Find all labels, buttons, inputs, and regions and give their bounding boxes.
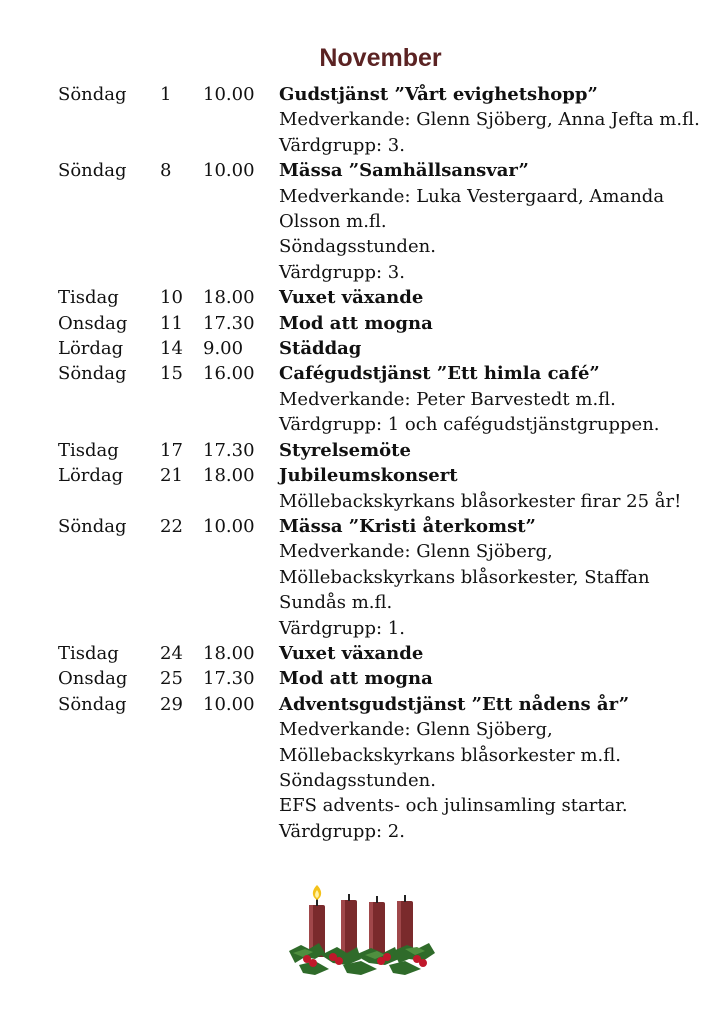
event-time: 17.30 <box>203 668 255 690</box>
event-description <box>279 666 708 691</box>
event-day: Onsdag <box>58 312 128 334</box>
event-day: Söndag <box>58 363 127 385</box>
event-day: Onsdag <box>58 668 128 690</box>
event-row <box>58 514 708 641</box>
advent-candles-icon <box>285 885 437 977</box>
event-detail: Möllebackskyrkans blåsorkester m.fl. <box>279 744 621 766</box>
event-time: 10.00 <box>203 693 255 715</box>
event-detail: Medverkande: Peter Barvestedt m.fl. <box>279 388 616 410</box>
event-detail: Medverkande: Glenn Sjöberg, <box>279 719 553 741</box>
event-title: Städdag <box>279 338 362 360</box>
event-date: 17 <box>160 439 183 461</box>
event-day: Lördag <box>58 338 124 360</box>
event-schedule <box>58 82 708 844</box>
event-title: Mod att mogna <box>279 668 433 690</box>
event-time: 18.00 <box>203 465 255 487</box>
page-title: November <box>319 44 442 72</box>
event-day: Söndag <box>58 84 127 105</box>
event-description <box>279 641 708 666</box>
event-description <box>279 361 708 437</box>
event-detail: Söndagsstunden. <box>279 769 436 791</box>
event-detail: EFS advents- och julinsamling startar. <box>279 795 628 817</box>
event-time: 10.00 <box>203 160 255 182</box>
event-title: Vuxet växande <box>279 287 424 309</box>
event-date: 29 <box>160 693 183 715</box>
event-date: 10 <box>160 287 183 309</box>
event-title: Adventsgudstjänst ”Ett nådens år” <box>279 693 630 715</box>
event-title: Mässa ”Samhällsansvar” <box>279 160 529 182</box>
event-row <box>58 82 708 158</box>
event-description <box>279 311 708 336</box>
event-detail: Medverkande: Glenn Sjöberg, <box>279 541 553 563</box>
event-row <box>58 158 708 285</box>
event-date: 11 <box>160 312 183 334</box>
event-title: Jubileumskonsert <box>279 465 458 487</box>
event-time: 9.00 <box>203 338 244 360</box>
event-day: Tisdag <box>58 287 119 309</box>
candles <box>309 894 413 957</box>
event-day: Söndag <box>58 160 127 182</box>
event-row <box>58 692 708 844</box>
event-row <box>58 285 708 310</box>
event-detail: Medverkande: Glenn Sjöberg, Anna Jefta m.fl. <box>279 109 700 131</box>
event-detail: Möllebackskyrkans blåsorkester, Staffan <box>279 566 650 588</box>
event-row <box>58 361 708 437</box>
event-date: 24 <box>160 642 183 664</box>
event-description <box>279 463 708 514</box>
event-detail: Värdgrupp: 2. <box>279 820 405 842</box>
event-day: Tisdag <box>58 642 119 664</box>
event-title: Cafégudstjänst ”Ett himla café” <box>279 363 600 385</box>
event-time: 17.30 <box>203 439 255 461</box>
event-description <box>279 514 708 641</box>
event-title: Vuxet växande <box>279 642 424 664</box>
event-time: 18.00 <box>203 642 255 664</box>
event-detail: Möllebackskyrkans blåsorkester firar 25 år! <box>279 490 682 512</box>
event-time: 16.00 <box>203 363 255 385</box>
event-time: 17.30 <box>203 312 255 334</box>
event-day: Lördag <box>58 465 124 487</box>
event-detail: Värdgrupp: 3. <box>279 261 405 283</box>
event-date: 8 <box>160 160 172 182</box>
event-title: Mässa ”Kristi återkomst” <box>279 515 536 537</box>
event-description <box>279 285 708 310</box>
event-detail: Värdgrupp: 1 och cafégudstjänstgruppen. <box>279 414 660 436</box>
event-date: 22 <box>160 515 183 537</box>
event-detail: Söndagsstunden. <box>279 236 436 258</box>
event-title: Mod att mogna <box>279 312 433 334</box>
event-description <box>279 692 708 844</box>
event-row <box>58 463 708 514</box>
event-detail: Värdgrupp: 1. <box>279 617 405 639</box>
event-description <box>279 82 708 158</box>
event-day: Söndag <box>58 515 127 537</box>
event-date: 21 <box>160 465 183 487</box>
event-detail: Sundås m.fl. <box>279 592 393 614</box>
event-time: 10.00 <box>203 84 255 105</box>
event-row <box>58 641 708 666</box>
event-time: 10.00 <box>203 515 255 537</box>
event-date: 25 <box>160 668 183 690</box>
event-title: Styrelsemöte <box>279 439 411 461</box>
event-detail: Värdgrupp: 3. <box>279 134 405 156</box>
event-row <box>58 666 708 691</box>
event-detail: Medverkande: Luka Vestergaard, Amanda <box>279 185 665 207</box>
event-title: Gudstjänst ”Vårt evighetshopp” <box>279 84 598 105</box>
event-day: Tisdag <box>58 439 119 461</box>
event-date: 1 <box>160 84 172 105</box>
event-day: Söndag <box>58 693 127 715</box>
event-detail: Olsson m.fl. <box>279 211 387 233</box>
event-time: 18.00 <box>203 287 255 309</box>
event-description <box>279 336 708 361</box>
event-date: 14 <box>160 338 183 360</box>
event-row <box>58 336 708 361</box>
event-description <box>279 158 708 285</box>
event-date: 15 <box>160 363 183 385</box>
event-description <box>279 438 708 463</box>
event-row <box>58 311 708 336</box>
event-row <box>58 438 708 463</box>
